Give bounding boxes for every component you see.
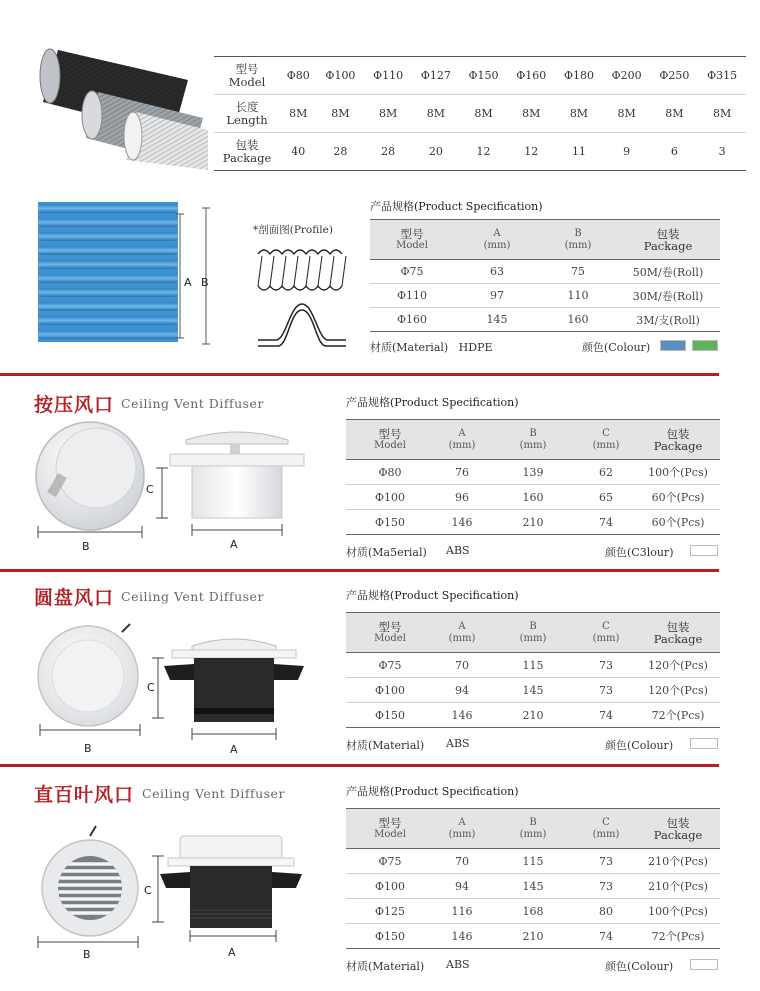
package-header: 包装 Package bbox=[214, 133, 280, 171]
dim-line-b-1 bbox=[36, 526, 144, 538]
dim-label-b: B bbox=[84, 742, 92, 755]
table-cell: 8M bbox=[317, 95, 365, 133]
spec-title: 产品规格(Product Specification) bbox=[346, 589, 519, 602]
table-cell: 8M bbox=[460, 95, 508, 133]
section-title-en: Ceiling Vent Diffuser bbox=[121, 589, 264, 604]
colour-swatch-blue bbox=[660, 340, 686, 351]
push-diffuser-front-image bbox=[30, 418, 150, 538]
table-header-row: 型号 Model A (mm) B (mm) C (mm) 包装 Package bbox=[346, 809, 720, 849]
louver-diffuser-side-image bbox=[160, 830, 302, 934]
profile-drawing bbox=[254, 244, 350, 354]
colour-swatch-white bbox=[690, 545, 718, 556]
duct-package-row bbox=[214, 133, 746, 171]
section-title-en: Ceiling Vent Diffuser bbox=[121, 396, 264, 411]
colour-swatch-white bbox=[690, 959, 718, 970]
material-label: 材质(Ma5erial) bbox=[346, 546, 427, 559]
colour-label: 颜色(Colour) bbox=[605, 960, 674, 973]
table-cell: Φ315 bbox=[698, 57, 746, 95]
table-cell: 9 bbox=[603, 133, 651, 171]
disc-diffuser-side-image bbox=[164, 626, 304, 726]
col-model: 型号 Model bbox=[370, 220, 454, 260]
dim-line-a-2 bbox=[190, 728, 278, 740]
table-cell: Φ80 bbox=[280, 57, 317, 95]
disc-diffuser-front-image bbox=[34, 618, 144, 730]
material-value: ABS bbox=[446, 544, 470, 557]
table-cell: 20 bbox=[412, 133, 460, 171]
table-cell: Φ110 bbox=[364, 57, 412, 95]
table-row: Φ80 76 139 62 100个(Pcs) bbox=[346, 460, 720, 485]
table-cell: Φ100 bbox=[317, 57, 365, 95]
disc-diffuser-spec-table bbox=[346, 612, 720, 728]
table-row: Φ150 146 210 74 72个(Pcs) bbox=[346, 703, 720, 728]
table-cell: 28 bbox=[364, 133, 412, 171]
table-row: Φ100 94 145 73 210个(Pcs) bbox=[346, 874, 720, 899]
hdpe-material: 材质(Material) HDPE bbox=[370, 341, 493, 354]
col-package: 包装 Package bbox=[616, 220, 720, 260]
flexible-duct-photo bbox=[38, 40, 208, 170]
louver-diffuser-front-image bbox=[36, 824, 144, 940]
corrugated-pipe-photo bbox=[38, 198, 183, 348]
table-cell: 8M bbox=[651, 95, 699, 133]
table-cell: 12 bbox=[460, 133, 508, 171]
dim-label-b: B bbox=[83, 948, 91, 961]
spec-title-hdpe: 产品规格(Product Specification) bbox=[370, 200, 543, 213]
table-cell: 8M bbox=[603, 95, 651, 133]
pipe-dimension-lines bbox=[176, 206, 216, 346]
model-header: 型号 Model bbox=[214, 57, 280, 95]
duct-model-row bbox=[214, 57, 746, 95]
table-cell: 3 bbox=[698, 133, 746, 171]
material-label: 材质(Material) bbox=[346, 960, 425, 973]
table-cell: 40 bbox=[280, 133, 317, 171]
profile-label: *剖面图(Profile) bbox=[253, 224, 333, 236]
colour-swatch-green bbox=[692, 340, 718, 351]
dim-line-a-1 bbox=[190, 524, 284, 536]
table-header-row: 型号 Model A (mm) B (mm) C (mm) 包装 Package bbox=[346, 613, 720, 653]
table-header-row: 型号 Model A (mm) B (mm) C (mm) 包装 Package bbox=[346, 420, 720, 460]
section-title-cn: 圆盘风口 bbox=[34, 587, 115, 609]
table-cell: Φ160 bbox=[507, 57, 555, 95]
table-row: Φ160 145 160 3M/支(Roll) bbox=[370, 308, 720, 332]
colour-label: 颜色(C3lour) bbox=[605, 546, 674, 559]
dim-label-c: C bbox=[146, 483, 154, 496]
table-row: Φ150 146 210 74 72个(Pcs) bbox=[346, 924, 720, 949]
section-title-cn: 按压风口 bbox=[34, 394, 115, 416]
table-row: Φ125 116 168 80 100个(Pcs) bbox=[346, 899, 720, 924]
table-cell: 12 bbox=[507, 133, 555, 171]
material-value: ABS bbox=[446, 958, 470, 971]
col-a: A (mm) bbox=[454, 220, 540, 260]
table-cell: 8M bbox=[507, 95, 555, 133]
table-cell: 6 bbox=[651, 133, 699, 171]
table-row: Φ75 63 75 50M/卷(Roll) bbox=[370, 260, 720, 284]
table-row: Φ110 97 110 30M/卷(Roll) bbox=[370, 284, 720, 308]
table-cell: Φ200 bbox=[603, 57, 651, 95]
section-title-cn: 直百叶风口 bbox=[34, 784, 135, 806]
table-cell: 8M bbox=[412, 95, 460, 133]
table-row: Φ150 146 210 74 60个(Pcs) bbox=[346, 510, 720, 535]
table-cell: 8M bbox=[698, 95, 746, 133]
duct-length-row bbox=[214, 95, 746, 133]
table-cell: 8M bbox=[555, 95, 603, 133]
table-header-row bbox=[370, 220, 720, 260]
table-cell: Φ250 bbox=[651, 57, 699, 95]
table-cell: 8M bbox=[364, 95, 412, 133]
spec-title: 产品规格(Product Specification) bbox=[346, 396, 519, 409]
table-cell: Φ150 bbox=[460, 57, 508, 95]
hdpe-colour-label: 颜色(Colour) bbox=[582, 341, 651, 354]
dim-label-a: A bbox=[230, 538, 238, 551]
dim-line-b-3 bbox=[36, 936, 140, 948]
table-row: Φ100 96 160 65 60个(Pcs) bbox=[346, 485, 720, 510]
table-row: Φ100 94 145 73 120个(Pcs) bbox=[346, 678, 720, 703]
dim-line-c-1 bbox=[152, 466, 172, 520]
dim-label-a: A bbox=[184, 276, 192, 289]
material-label: 材质(Material) bbox=[346, 739, 425, 752]
dim-label-b: B bbox=[201, 276, 209, 289]
hdpe-spec-table bbox=[370, 219, 720, 332]
duct-size-table bbox=[214, 56, 746, 171]
section-divider bbox=[0, 764, 719, 767]
table-cell: 8M bbox=[280, 95, 317, 133]
dim-label-a: A bbox=[228, 946, 236, 959]
section-divider bbox=[0, 569, 719, 572]
section-title-en: Ceiling Vent Diffuser bbox=[142, 786, 285, 801]
table-cell: 28 bbox=[317, 133, 365, 171]
table-row: Φ75 70 115 73 210个(Pcs) bbox=[346, 849, 720, 874]
push-diffuser-side-image bbox=[168, 430, 306, 522]
table-cell: 11 bbox=[555, 133, 603, 171]
colour-label: 颜色(Colour) bbox=[605, 739, 674, 752]
dim-label-a: A bbox=[230, 743, 238, 756]
table-cell: Φ127 bbox=[412, 57, 460, 95]
dim-label-c: C bbox=[144, 884, 152, 897]
spec-title: 产品规格(Product Specification) bbox=[346, 785, 519, 798]
louver-diffuser-spec-table bbox=[346, 808, 720, 949]
col-b: B (mm) bbox=[540, 220, 616, 260]
colour-swatch-white bbox=[690, 738, 718, 749]
table-row: Φ75 70 115 73 120个(Pcs) bbox=[346, 653, 720, 678]
dim-line-b-2 bbox=[38, 724, 142, 736]
table-cell: Φ180 bbox=[555, 57, 603, 95]
dim-label-b: B bbox=[82, 540, 90, 553]
section-divider bbox=[0, 373, 719, 376]
dim-line-a-3 bbox=[188, 930, 278, 942]
length-header: 长度 Length bbox=[214, 95, 280, 133]
material-value: ABS bbox=[446, 737, 470, 750]
dim-label-c: C bbox=[147, 681, 155, 694]
push-diffuser-spec-table bbox=[346, 419, 720, 535]
